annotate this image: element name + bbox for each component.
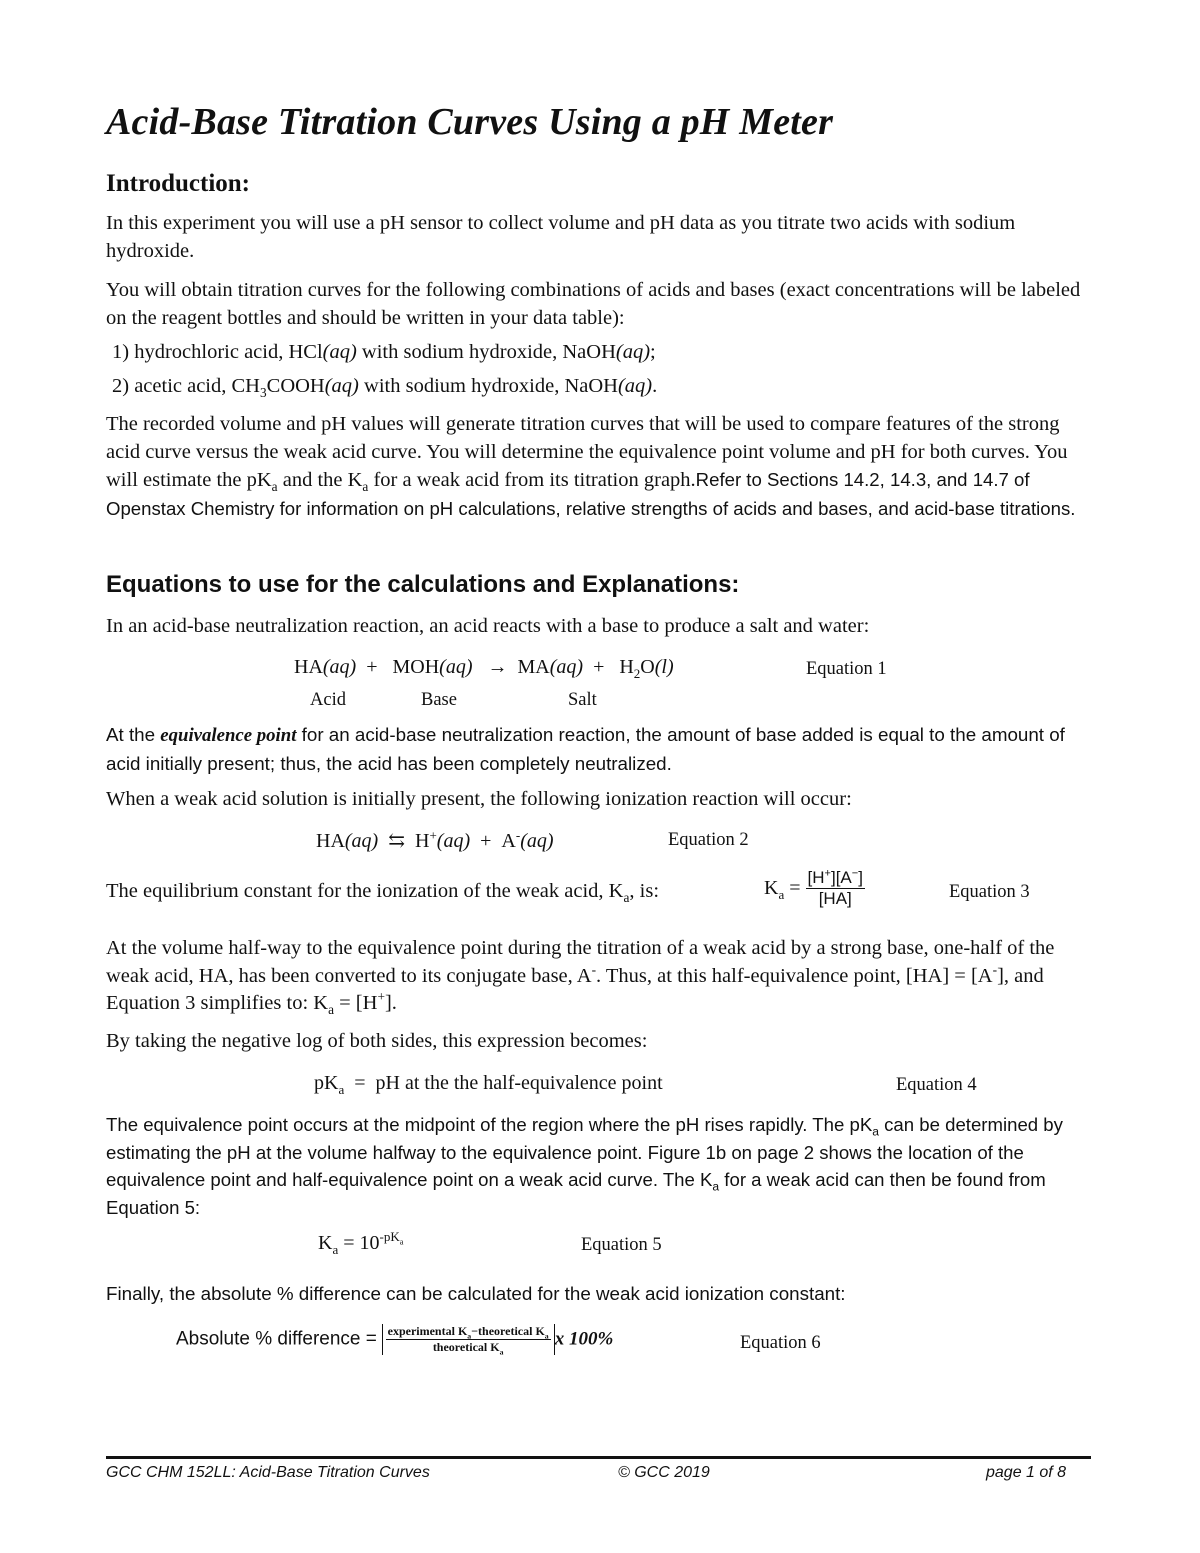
- reference-note: Refer to Sections 14.2, 14.3, and 14.7 of Openstax Chemistry for information on pH calculations, relative strengths of acids and bases, and acid-base titrations.: [106, 469, 1076, 519]
- equation-3-label: Equation 3: [949, 882, 1030, 902]
- equations-heading: Equations to use for the calculations and Explanations:: [106, 571, 740, 598]
- page-title: Acid-Base Titration Curves Using a pH Meter: [106, 101, 834, 143]
- equation-2-label: Equation 2: [668, 830, 749, 850]
- intro-heading: Introduction:: [106, 170, 251, 197]
- titration-item-2: 2) acetic acid, $CH_3COOH(aq)$ with sodium hydroxide, NaOH(aq).: [112, 375, 658, 401]
- absolute-difference-paragraph: Finally, the absolute % difference can be calculated for the weak acid ionization constant:: [106, 1283, 846, 1304]
- footer-page-number: page 1 of 8: [986, 1464, 1067, 1481]
- equilibrium-arrow: ⇆: [388, 830, 405, 852]
- equation-5-label: Equation 5: [581, 1235, 662, 1255]
- footer-rule: [106, 1456, 1091, 1459]
- footer-course: GCC CHM 152LL: Acid-Base Titration Curves: [106, 1464, 430, 1481]
- equation-3: $K_a$ = $\frac{[H^+][A^-]}{[HA]}$: [764, 867, 863, 908]
- equivalence-midpoint-paragraph: The equivalence point occurs at the midpoint of the region where the pH rises rapidly. The $pK_a$ can be determined by estimating the pH at the volume halfway to the equivalence point. Figure 1b on page 2 shows the location of the equivalence point and half-equivalence point on a weak acid curve. The $K_a$ for a weak acid can then be found from Equation 5:: [106, 1114, 1063, 1218]
- equations-paragraph-3: When a weak acid solution is initially present, the following ionization reaction will occur:: [106, 788, 852, 810]
- half-equivalence-paragraph: At the volume half-way to the equivalence point during the titration of a weak acid by a strong base, one-half of the weak acid, HA, has been converted to its conjugate base, A-. Thus, at this half-equivalence point, [HA] = [A-], and Equation 3 simplifies to: $K_a = [H^+]$.: [106, 937, 1055, 1018]
- label-base: Base: [421, 690, 457, 710]
- equation-5: $K_a = 10^{-pK_a}$: [318, 1229, 404, 1257]
- equation-6-label: Equation 6: [740, 1333, 821, 1353]
- equation-4-label: Equation 4: [896, 1075, 977, 1095]
- label-acid: Acid: [310, 690, 346, 710]
- equivalence-point-paragraph: At the equivalence point for an acid-base neutralization reaction, the amount of base added is equal to the amount of acid initially present; thus, the acid has been completely neutralized.: [106, 724, 1065, 774]
- equation-1: HA(aq) + MOH(aq) → MA(aq) + $H_2O(l)$: [294, 656, 674, 681]
- negative-log-paragraph: By taking the negative log of both sides, this expression becomes:: [106, 1030, 648, 1052]
- equation-4: $pK_a$ = pH at the the half-equivalence point: [314, 1072, 663, 1097]
- intro-paragraph-1: In this experiment you will use a pH sensor to collect volume and pH data as you titrate two acids with sodium hydroxide.: [106, 212, 1016, 262]
- equation-2: HA(aq) ⇆ H+(aq) + A-(aq): [316, 827, 554, 852]
- equations-paragraph-1: In an acid-base neutralization reaction, an acid reacts with a base to produce a salt and water:: [106, 615, 870, 637]
- footer-copyright: © GCC 2019: [618, 1464, 710, 1481]
- intro-paragraph-2: You will obtain titration curves for the following combinations of acids and bases (exact concentrations will be labeled on the reagent bottles and should be written in your data table):: [106, 279, 1081, 329]
- intro-paragraph-3: The recorded volume and pH values will generate titration curves that will be used to compare features of the strong acid curve versus the weak acid curve. You will determine the equivalence point volume and pH for both curves. You will estimate the $pK_a$ and the $K_a$ for a weak acid from its titration graph.Refer to Sections 14.2, 14.3, and 14.7 of Openstax Chemistry for information on pH calculations, relative strengths of acids and bases, and acid-base titrations.: [106, 413, 1076, 519]
- equilibrium-constant-text: The equilibrium constant for the ionization of the weak acid, $K_a$, is:: [106, 880, 660, 906]
- equation-1-label: Equation 1: [806, 659, 887, 679]
- label-salt: Salt: [568, 690, 597, 710]
- titration-item-1: 1) hydrochloric acid, HCl(aq) with sodium hydroxide, NaOH(aq);: [112, 341, 656, 363]
- equation-6: Absolute % difference = $\frac{experimental K_a-theoretical K_a}{theoretical K_a}$ x 100%: [176, 1324, 614, 1357]
